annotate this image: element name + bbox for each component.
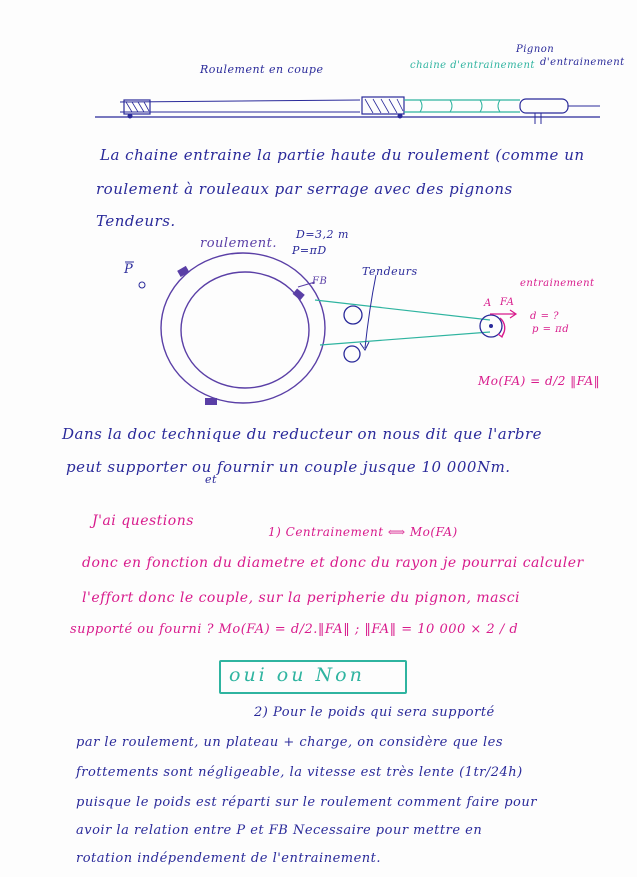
q2-line1: 2) Pour le poids qui sera supporté [254,705,495,720]
label-perimeter: P=πD [292,244,327,257]
answer-box-text: oui ou Non [229,664,365,686]
label-pignon: Pignon [516,44,555,55]
label-small-d: d = ? [530,311,559,322]
label-tendeurs: Tendeurs [362,265,418,278]
moment-formula: Mo(FA) = d/2 ‖FA‖ [478,374,601,388]
q2-line4: puisque le poids est réparti sur le roulement comment faire pour [76,795,537,810]
label-p-vector: P [124,262,134,277]
q1-line3: supporté ou fourni ? Mo(FA) = d/2.‖FA‖ ; ‖FA‖ = 10 000 × 2 / d [70,622,519,637]
paragraph1-line3: Tendeurs. [96,212,176,230]
label-roulement-coupe: Roulement en coupe [200,63,324,76]
bearing-cross-section [95,97,600,124]
q1-heading: 1) Centrainement ⟺ Mo(FA) [268,525,458,539]
paragraph2-line2: peut supporter ou fournir un couple jusque 10 000Nm. [66,458,511,476]
q2-line3: frottements sont négligeable, la vitesse est très lente (1tr/24h) [76,765,523,780]
paragraph2-line1: Dans la doc technique du reducteur on nous dit que l'arbre [62,425,543,443]
q2-line2: par le roulement, un plateau + charge, on considère que les [76,735,503,750]
q1-line1: donc en fonction du diametre et donc du rayon je pourrai calculer [82,555,584,571]
label-diameter: D=3,2 m [296,228,349,241]
q2-line5: avoir la relation entre P et FB Necessaire pour mettre en [76,823,483,838]
label-chaine-entrainement: chaine d'entrainement [410,60,535,71]
label-entrainement: entrainement [520,278,595,289]
label-roulement: roulement. [200,236,278,251]
questions-intro: J'ai questions [92,513,194,529]
label-small-p: p = πd [532,324,570,335]
insert-et: et [205,473,217,486]
label-pignon-entrainement: d'entrainement [540,57,625,68]
answer-box [219,660,407,694]
label-fb: FB [312,276,328,287]
label-fa: FA [500,297,515,308]
paragraph1-line1: La chaine entraine la partie haute du roulement (comme un [100,146,585,164]
label-point-a: A [484,298,492,309]
q1-line2: l'effort donc le couple, sur la peripherie du pignon, masci [82,590,521,606]
q2-line6: rotation indépendement de l'entrainement. [76,851,382,866]
paragraph1-line2: roulement à rouleaux par serrage avec des pignons [96,180,513,198]
